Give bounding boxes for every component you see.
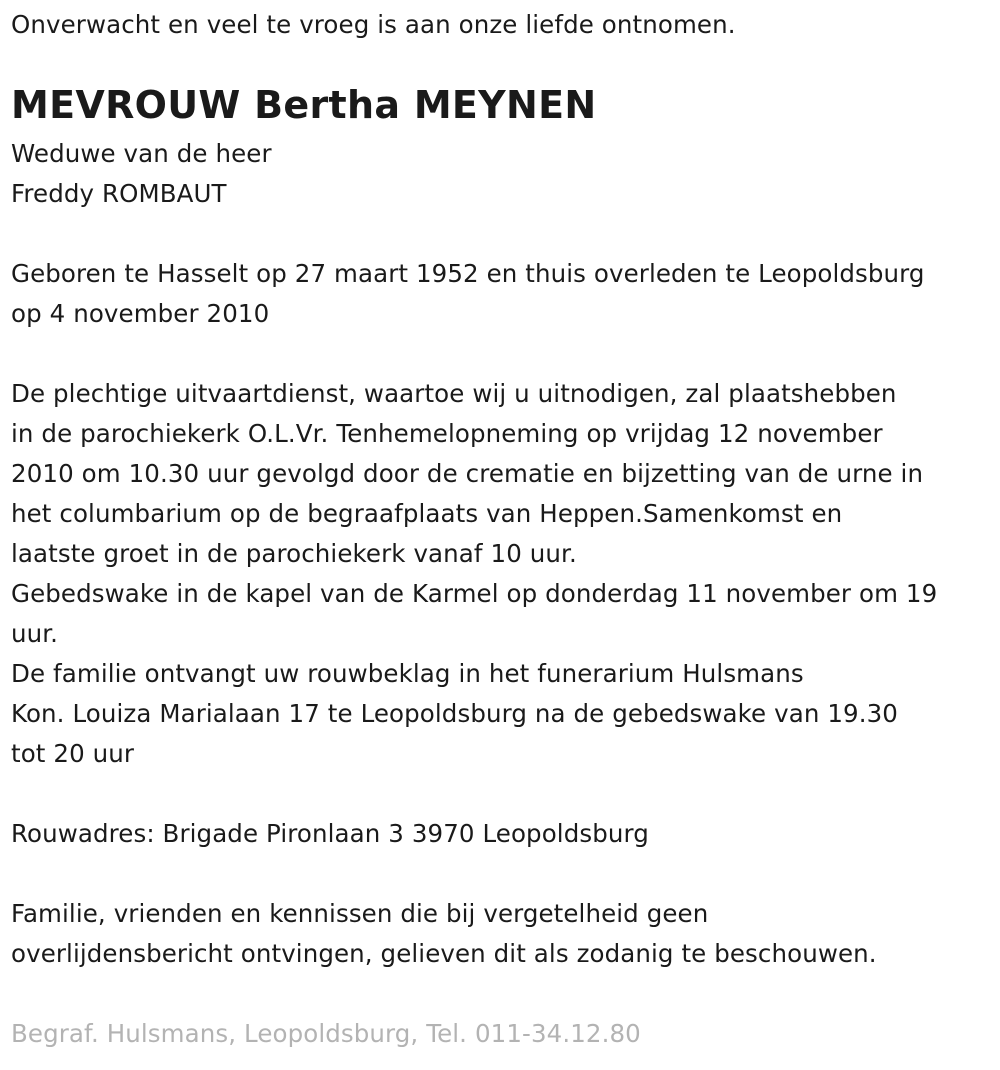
birth-death-line: Geboren te Hasselt op 27 maart 1952 en thuis overleden te Leopoldsburg xyxy=(11,259,925,288)
condolence-line: tot 20 uur xyxy=(11,739,135,768)
spouse-name: Freddy ROMBAUT xyxy=(11,179,227,208)
condolence-line: De familie ontvangt uw rouwbeklag in het funerarium Hulsmans xyxy=(11,659,804,688)
family-note-line: overlijdensbericht ontvingen, gelieven dit als zodanig te beschouwen. xyxy=(11,939,877,968)
birth-death-line: op 4 november 2010 xyxy=(11,299,270,328)
widow-block xyxy=(11,134,272,214)
service-line: 2010 om 10.30 uur gevolgd door de crematie en bijzetting van de urne in xyxy=(11,459,924,488)
intro-text: Onverwacht en veel te vroeg is aan onze liefde ontnomen. xyxy=(11,10,736,39)
service-line: laatste groet in de parochiekerk vanaf 10 uur. xyxy=(11,539,577,568)
address-block xyxy=(11,814,649,854)
deceased-name: MEVROUW Bertha MEYNEN xyxy=(11,83,597,127)
family-note-block xyxy=(11,894,877,974)
condolence-line: Kon. Louiza Marialaan 17 te Leopoldsburg na de gebedswake van 19.30 xyxy=(11,699,898,728)
wake-line: Gebedswake in de kapel van de Karmel op donderdag 11 november om 19 xyxy=(11,579,938,608)
family-note-line: Familie, vrienden en kennissen die bij vergetelheid geen xyxy=(11,899,709,928)
service-block xyxy=(11,374,937,774)
wake-line: uur. xyxy=(11,619,59,648)
mourning-address: Rouwadres: Brigade Pironlaan 3 3970 Leopoldsburg xyxy=(11,819,649,848)
service-line: het columbarium op de begraafplaats van Heppen.Samenkomst en xyxy=(11,499,843,528)
birth-death-block xyxy=(11,254,925,334)
service-line: De plechtige uitvaartdienst, waartoe wij u uitnodigen, zal plaatshebben xyxy=(11,379,897,408)
service-line: in de parochiekerk O.L.Vr. Tenhemelopneming op vrijdag 12 november xyxy=(11,419,883,448)
widow-line: Weduwe van de heer xyxy=(11,139,272,168)
funeral-home-footer: Begraf. Hulsmans, Leopoldsburg, Tel. 011-34.12.80 xyxy=(11,1019,641,1048)
